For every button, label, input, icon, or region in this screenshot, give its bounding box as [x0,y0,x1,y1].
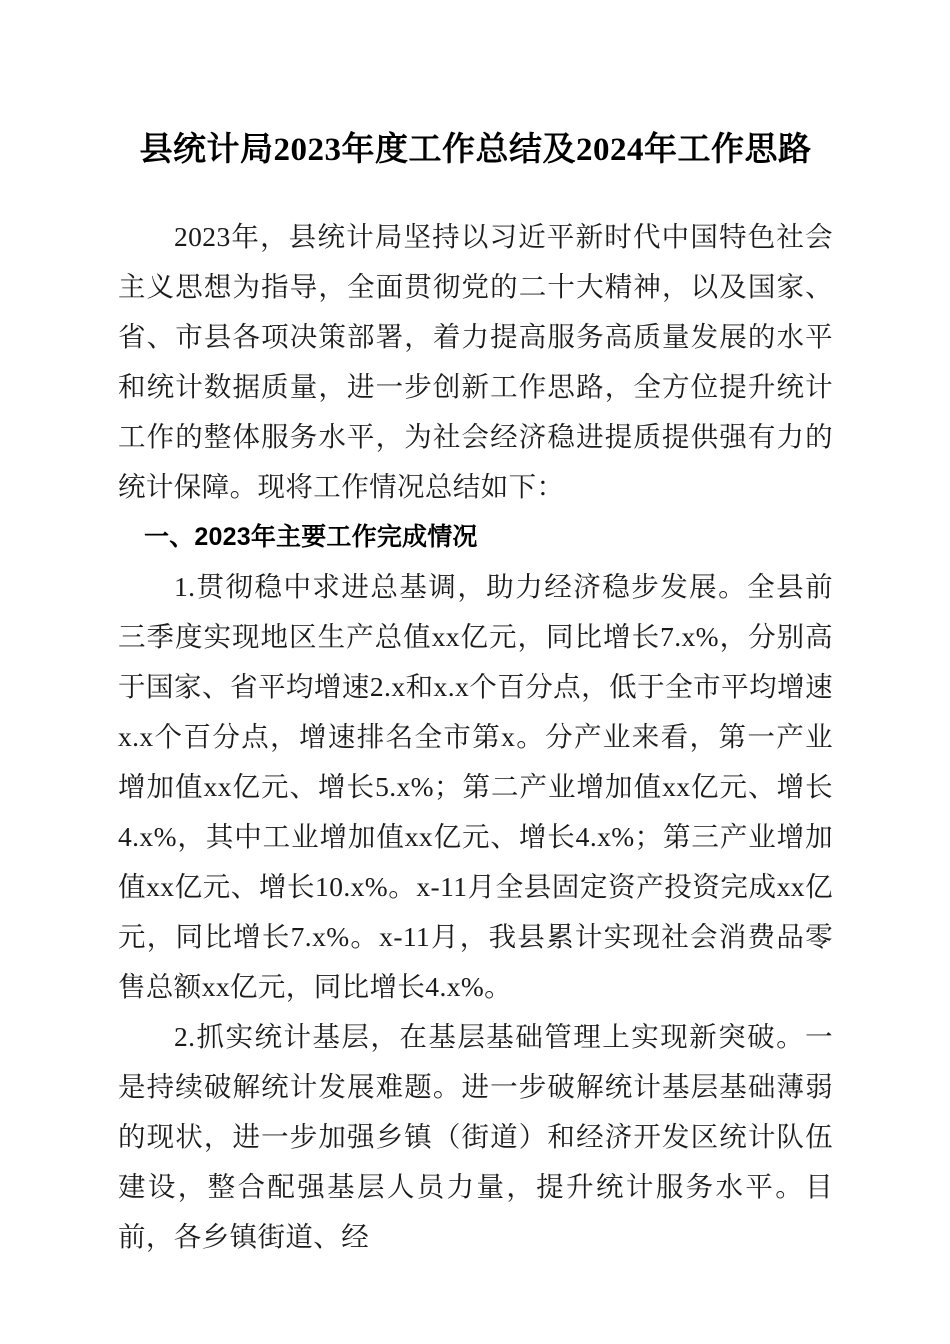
section-heading-1: 一、2023年主要工作完成情况 [144,523,478,551]
section-1-paragraph-2: 2.抓实统计基层，在基层基础管理上实现新突破。一是持续破解统计发展难题。进一步破解统计基层基础薄弱的现状，进一步加强乡镇（街道）和经济开发区统计队伍建设，整合配强基层人员力量，提升统计服务水平。目前，各乡镇街道、经 [118,1021,833,1252]
page-title: 县统计局2023年度工作总结及2024年工作思路 [139,132,812,168]
title-body-spacer [118,174,833,212]
section-1-paragraph-1: 1.贯彻稳中求进总基调，助力经济稳步发展。全县前三季度实现地区生产总值xx亿元，同比增长7.x%，分别高于国家、省平均增速2.x和x.x个百分点，低于全市平均增速x.x个百分点，增速排名全市第x。分产业来看，第一产业增加值xx亿元、增长5.x%；第二产业增加值xx亿元、增长4.x%，其中工业增加值xx亿元、增长4.x%；第三产业增加值xx亿元、增长10.x%。x-11月全县固定资产投资完成xx亿元，同比增长7.x%。x-11月，我县累计实现社会消费品零售总额xx亿元，同比增长4.x%。 [118,571,833,1002]
intro-paragraph: 2023年，县统计局坚持以习近平新时代中国特色社会主义思想为指导，全面贯彻党的二十大精神，以及国家、省、市县各项决策部署，着力提高服务高质量发展的水平和统计数据质量，进一步创新工作思路，全方位提升统计工作的整体服务水平，为社会经济稳进提质提供强有力的统计保障。现将工作情况总结如下： [118,221,833,502]
page-body [118,0,833,1262]
